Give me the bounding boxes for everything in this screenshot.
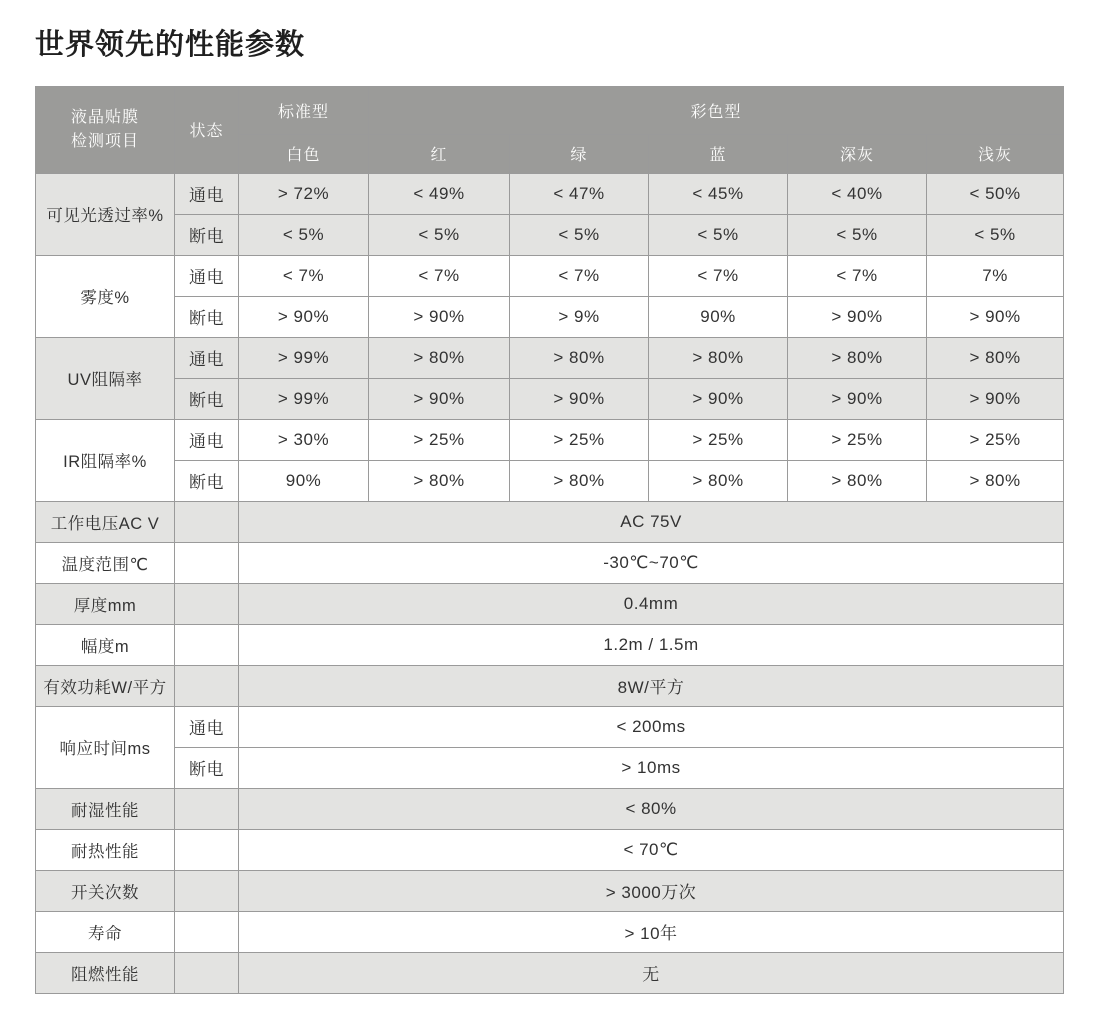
status-cell-off: 断电 [175, 214, 239, 255]
row-label-heat: 耐热性能 [36, 829, 175, 870]
value-cell: > 80% [649, 460, 788, 501]
page-title: 世界领先的性能参数 [35, 29, 306, 61]
row-label-flame: 阻燃性能 [36, 952, 175, 993]
header-col-green: 绿 [510, 134, 649, 173]
row-label-response: 响应时间ms [36, 706, 175, 788]
row-voltage [36, 501, 1064, 542]
value-cell: > 99% [239, 378, 369, 419]
row-ir-on [36, 419, 1064, 460]
value-cell: < 7% [788, 255, 927, 296]
status-cell-empty [175, 911, 239, 952]
row-visible-light-off [36, 214, 1064, 255]
status-cell-empty [175, 583, 239, 624]
value-cell: < 5% [239, 214, 369, 255]
value-cell: > 90% [788, 296, 927, 337]
row-label-temperature: 温度范围℃ [36, 542, 175, 583]
row-label-humidity: 耐湿性能 [36, 788, 175, 829]
value-cell: > 80% [927, 460, 1064, 501]
value-cell-span: < 70℃ [239, 829, 1064, 870]
header-status-cell: 状态 [175, 86, 239, 173]
status-cell-off: 断电 [175, 378, 239, 419]
row-ir-off [36, 460, 1064, 501]
row-width [36, 624, 1064, 665]
value-cell: > 25% [649, 419, 788, 460]
header-standard-type-cell: 标准型 [239, 86, 369, 134]
row-humidity [36, 788, 1064, 829]
value-cell: > 80% [510, 337, 649, 378]
value-cell: > 90% [788, 378, 927, 419]
value-cell: 90% [239, 460, 369, 501]
value-cell: > 72% [239, 173, 369, 214]
status-cell-on: 通电 [175, 419, 239, 460]
row-response-off [36, 747, 1064, 788]
value-cell: < 5% [927, 214, 1064, 255]
status-cell-off: 断电 [175, 296, 239, 337]
value-cell: > 99% [239, 337, 369, 378]
value-cell: < 5% [369, 214, 510, 255]
value-cell: 90% [649, 296, 788, 337]
value-cell: > 25% [369, 419, 510, 460]
header-item-cell [36, 86, 175, 173]
value-cell: > 25% [788, 419, 927, 460]
value-cell: > 80% [788, 337, 927, 378]
value-cell-span: 无 [239, 952, 1064, 993]
value-cell: > 80% [369, 460, 510, 501]
header-col-red: 红 [369, 134, 510, 173]
value-cell-span: -30℃~70℃ [239, 542, 1064, 583]
row-label-visible-light: 可见光透过率% [36, 173, 175, 255]
row-label-thickness: 厚度mm [36, 583, 175, 624]
status-cell-empty [175, 870, 239, 911]
header-col-lightgrey: 浅灰 [927, 134, 1064, 173]
value-cell-span: < 200ms [239, 706, 1064, 747]
value-cell: > 90% [239, 296, 369, 337]
row-visible-light-on [36, 173, 1064, 214]
row-label-switch-cycles: 开关次数 [36, 870, 175, 911]
row-response-on [36, 706, 1064, 747]
value-cell: < 49% [369, 173, 510, 214]
value-cell-span: 8W/平方 [239, 665, 1064, 706]
value-cell: > 25% [510, 419, 649, 460]
row-uv-off [36, 378, 1064, 419]
value-cell-span: > 10ms [239, 747, 1064, 788]
header-item-line1: 液晶贴膜 [70, 108, 139, 126]
value-cell: < 7% [369, 255, 510, 296]
status-cell-empty [175, 501, 239, 542]
row-label-uv: UV阻隔率 [36, 337, 175, 419]
header-item-line2: 检测项目 [70, 132, 139, 150]
value-cell-span: 0.4mm [239, 583, 1064, 624]
header-col-darkgrey: 深灰 [788, 134, 927, 173]
value-cell: > 30% [239, 419, 369, 460]
performance-spec-table [35, 86, 1064, 994]
row-label-width: 幅度m [36, 624, 175, 665]
status-cell-off: 断电 [175, 747, 239, 788]
row-label-lifespan: 寿命 [36, 911, 175, 952]
row-uv-on [36, 337, 1064, 378]
status-cell-on: 通电 [175, 337, 239, 378]
row-heat [36, 829, 1064, 870]
value-cell: < 5% [788, 214, 927, 255]
value-cell: > 25% [927, 419, 1064, 460]
row-label-voltage: 工作电压AC V [36, 501, 175, 542]
status-cell-empty [175, 542, 239, 583]
value-cell: > 90% [927, 378, 1064, 419]
value-cell-span: < 80% [239, 788, 1064, 829]
value-cell: < 7% [510, 255, 649, 296]
value-cell: > 80% [788, 460, 927, 501]
value-cell: > 80% [927, 337, 1064, 378]
row-label-ir: IR阻隔率% [36, 419, 175, 501]
status-cell-empty [175, 829, 239, 870]
value-cell: > 90% [649, 378, 788, 419]
value-cell: < 7% [649, 255, 788, 296]
row-label-haze: 雾度% [36, 255, 175, 337]
value-cell: > 90% [927, 296, 1064, 337]
header-col-white: 白色 [239, 134, 369, 173]
row-flame [36, 952, 1064, 993]
row-thickness [36, 583, 1064, 624]
value-cell: > 80% [369, 337, 510, 378]
status-cell-on: 通电 [175, 706, 239, 747]
value-cell: < 5% [649, 214, 788, 255]
row-power [36, 665, 1064, 706]
status-cell-off: 断电 [175, 460, 239, 501]
value-cell: < 50% [927, 173, 1064, 214]
value-cell: < 5% [510, 214, 649, 255]
value-cell: > 90% [510, 378, 649, 419]
value-cell: < 47% [510, 173, 649, 214]
row-haze-off [36, 296, 1064, 337]
value-cell: < 7% [239, 255, 369, 296]
status-cell-on: 通电 [175, 255, 239, 296]
value-cell: > 90% [369, 296, 510, 337]
status-cell-empty [175, 952, 239, 993]
table-header [36, 86, 1064, 173]
header-col-blue: 蓝 [649, 134, 788, 173]
row-switch-cycles [36, 870, 1064, 911]
row-temperature [36, 542, 1064, 583]
table-body [36, 173, 1064, 993]
value-cell-span: 1.2m / 1.5m [239, 624, 1064, 665]
row-lifespan [36, 911, 1064, 952]
value-cell-span: AC 75V [239, 501, 1064, 542]
row-haze-on [36, 255, 1064, 296]
row-label-power: 有效功耗W/平方 [36, 665, 175, 706]
header-row-top [36, 86, 1064, 134]
value-cell: > 80% [649, 337, 788, 378]
status-cell-on: 通电 [175, 173, 239, 214]
value-cell: > 90% [369, 378, 510, 419]
value-cell-span: > 10年 [239, 911, 1064, 952]
status-cell-empty [175, 665, 239, 706]
header-color-type-cell: 彩色型 [369, 86, 1064, 134]
value-cell: > 9% [510, 296, 649, 337]
value-cell: < 45% [649, 173, 788, 214]
value-cell-span: > 3000万次 [239, 870, 1064, 911]
value-cell: > 80% [510, 460, 649, 501]
status-cell-empty [175, 788, 239, 829]
status-cell-empty [175, 624, 239, 665]
value-cell: < 40% [788, 173, 927, 214]
value-cell: 7% [927, 255, 1064, 296]
